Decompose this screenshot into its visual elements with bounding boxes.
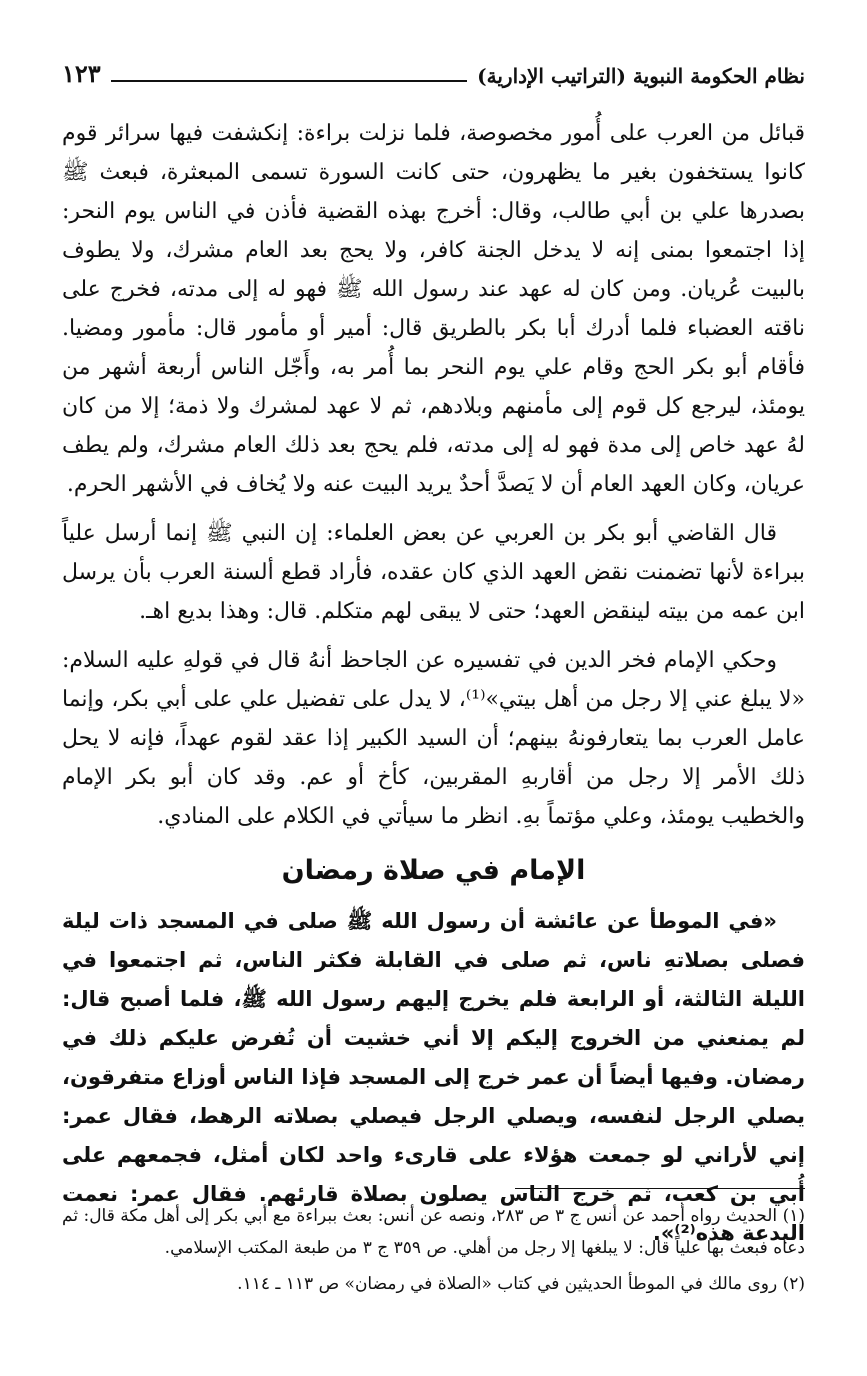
- footnotes: [62, 1200, 805, 1304]
- footnote-rule: [515, 1188, 805, 1189]
- running-header: [62, 52, 805, 88]
- footnote: (١) الحديث رواه أحمد عن أنس ج ٣ ص ٢٨٣، ونصه عن أنس: بعث ببراءة مع أبي بكر إلى أهل مكة قال: ثم دعاه فبعث بها علياً قال: لا يبلغها إلا رجل من أهلي. ص ٣٥٩ ج ٣ من طبعة المكتب الإسلامي.: [62, 1206, 805, 1258]
- section-heading: الإمام في صلاة رمضان: [281, 855, 586, 886]
- main-text: [62, 114, 805, 1263]
- paragraph: وحكي الإمام فخر الدين في تفسيره عن الجاحظ أنهُ قال في قولهِ عليه السلام: «لا يبلغ عني إلا رجل من أهل بيتي»⁽¹⁾، لا يدل على تفضيل علي على أبي بكر، وإنما عامل العرب بما يتعارفونهُ بينهم؛ أن السيد الكبير إذا عقد لقوم عهداً، فإنه لا يحل ذلك الأمر إلا رجل من أقاربهِ المقربين، كأخ أو عم. وقد كان أبو بكر الإمام والخطيب يومئذ، وعلي مؤتماً بهِ. انظر ما سيأتي في الكلام على المنادي.: [62, 648, 805, 829]
- paragraph: قبائل من العرب على أُمور مخصوصة، فلما نزلت براءة: إنكشفت فيها سرائر قوم كانوا يستخفون بغير ما يظهرون، حتى كانت السورة تسمى المبعثرة، فبعث ﷺ بصدرها علي بن أبي طالب، وقال: أخرج بهذه القضية فأذن في الناس يوم النحر: إذا اجتمعوا بمنى إنه لا يدخل الجنة كافر، ولا يحج بعد العام مشرك، ولا يطوف بالبيت عُريان. ومن كان له عهد عند رسول الله ﷺ فهو له إلى مدته، فخرج على ناقته العضباء فلما أدرك أبا بكر بالطريق قال: أمير أو مأمور قال: مأمور ومضيا. فأقام أبو بكر الحج وقام علي يوم النحر بما أُمر به، وأَجّل الناس أربعة أشهر من يومئذ، ليرجع كل قوم إلى مأمنهم وبلادهم، ثم لا عهد لمشرك ولا ذمة؛ إلا من كان لهُ عهد خاص إلى مدة فهو له إلى مدته، فلم يحج بعد ذلك العام مشرك، ولم يطف عريان، وكان العهد العام أن لا يَصدَّ أحدٌ يريد البيت عنه ولا يُخاف في الأشهر الحرم.: [62, 121, 805, 497]
- paragraph: قال القاضي أبو بكر بن العربي عن بعض العلماء: إن النبي ﷺ إنما أرسل علياً ببراءة لأنها تضمنت نقض العهد الذي كان عقده، فأراد قطع ألسنة العرب بأن يرسل ابن عمه من بيته لينقض العهد؛ حتى لا يبقى لهم متكلم. قال: وهذا بديع اهـ.: [62, 521, 805, 624]
- footnote: (٢) روى مالك في الموطأ الحديثين في كتاب «الصلاة في رمضان» ص ١١٣ ـ ١١٤.: [237, 1274, 805, 1294]
- page-number: ١٢٣: [62, 59, 101, 88]
- running-title: نظام الحكومة النبوية (التراتيب الإدارية): [477, 64, 805, 88]
- hadith-quote: «في الموطأ عن عائشة أن رسول الله ﷺ صلى في المسجد ذات ليلة فصلى بصلاتهِ ناس، ثم صلى في القابلة فكثر الناس، ثم اجتمعوا في الليلة الثالثة، أو الرابعة فلم يخرج إليهم رسول الله ﷺ، فلما أصبح قال: لم يمنعني من الخروج إليكم إلا أني خشيت أن تُفرض عليكم ذلك في رمضان. وفيها أيضاً أن عمر خرج إلى المسجد فإذا الناس أوزاع متفرقون، يصلي الرجل لنفسه، ويصلي الرجل فيصلي بصلاته الرهط، فقال عمر: إني لأراني لو جمعت هؤلاء على قارىء واحد لكان أمثل، فجمعهم على أُبي بن كعب، ثم خرج الناس يصلون بصلاة قارئهم. فقال عمر: نعمت البدعة هذه⁽²⁾».: [62, 909, 805, 1245]
- header-rule: [111, 80, 467, 82]
